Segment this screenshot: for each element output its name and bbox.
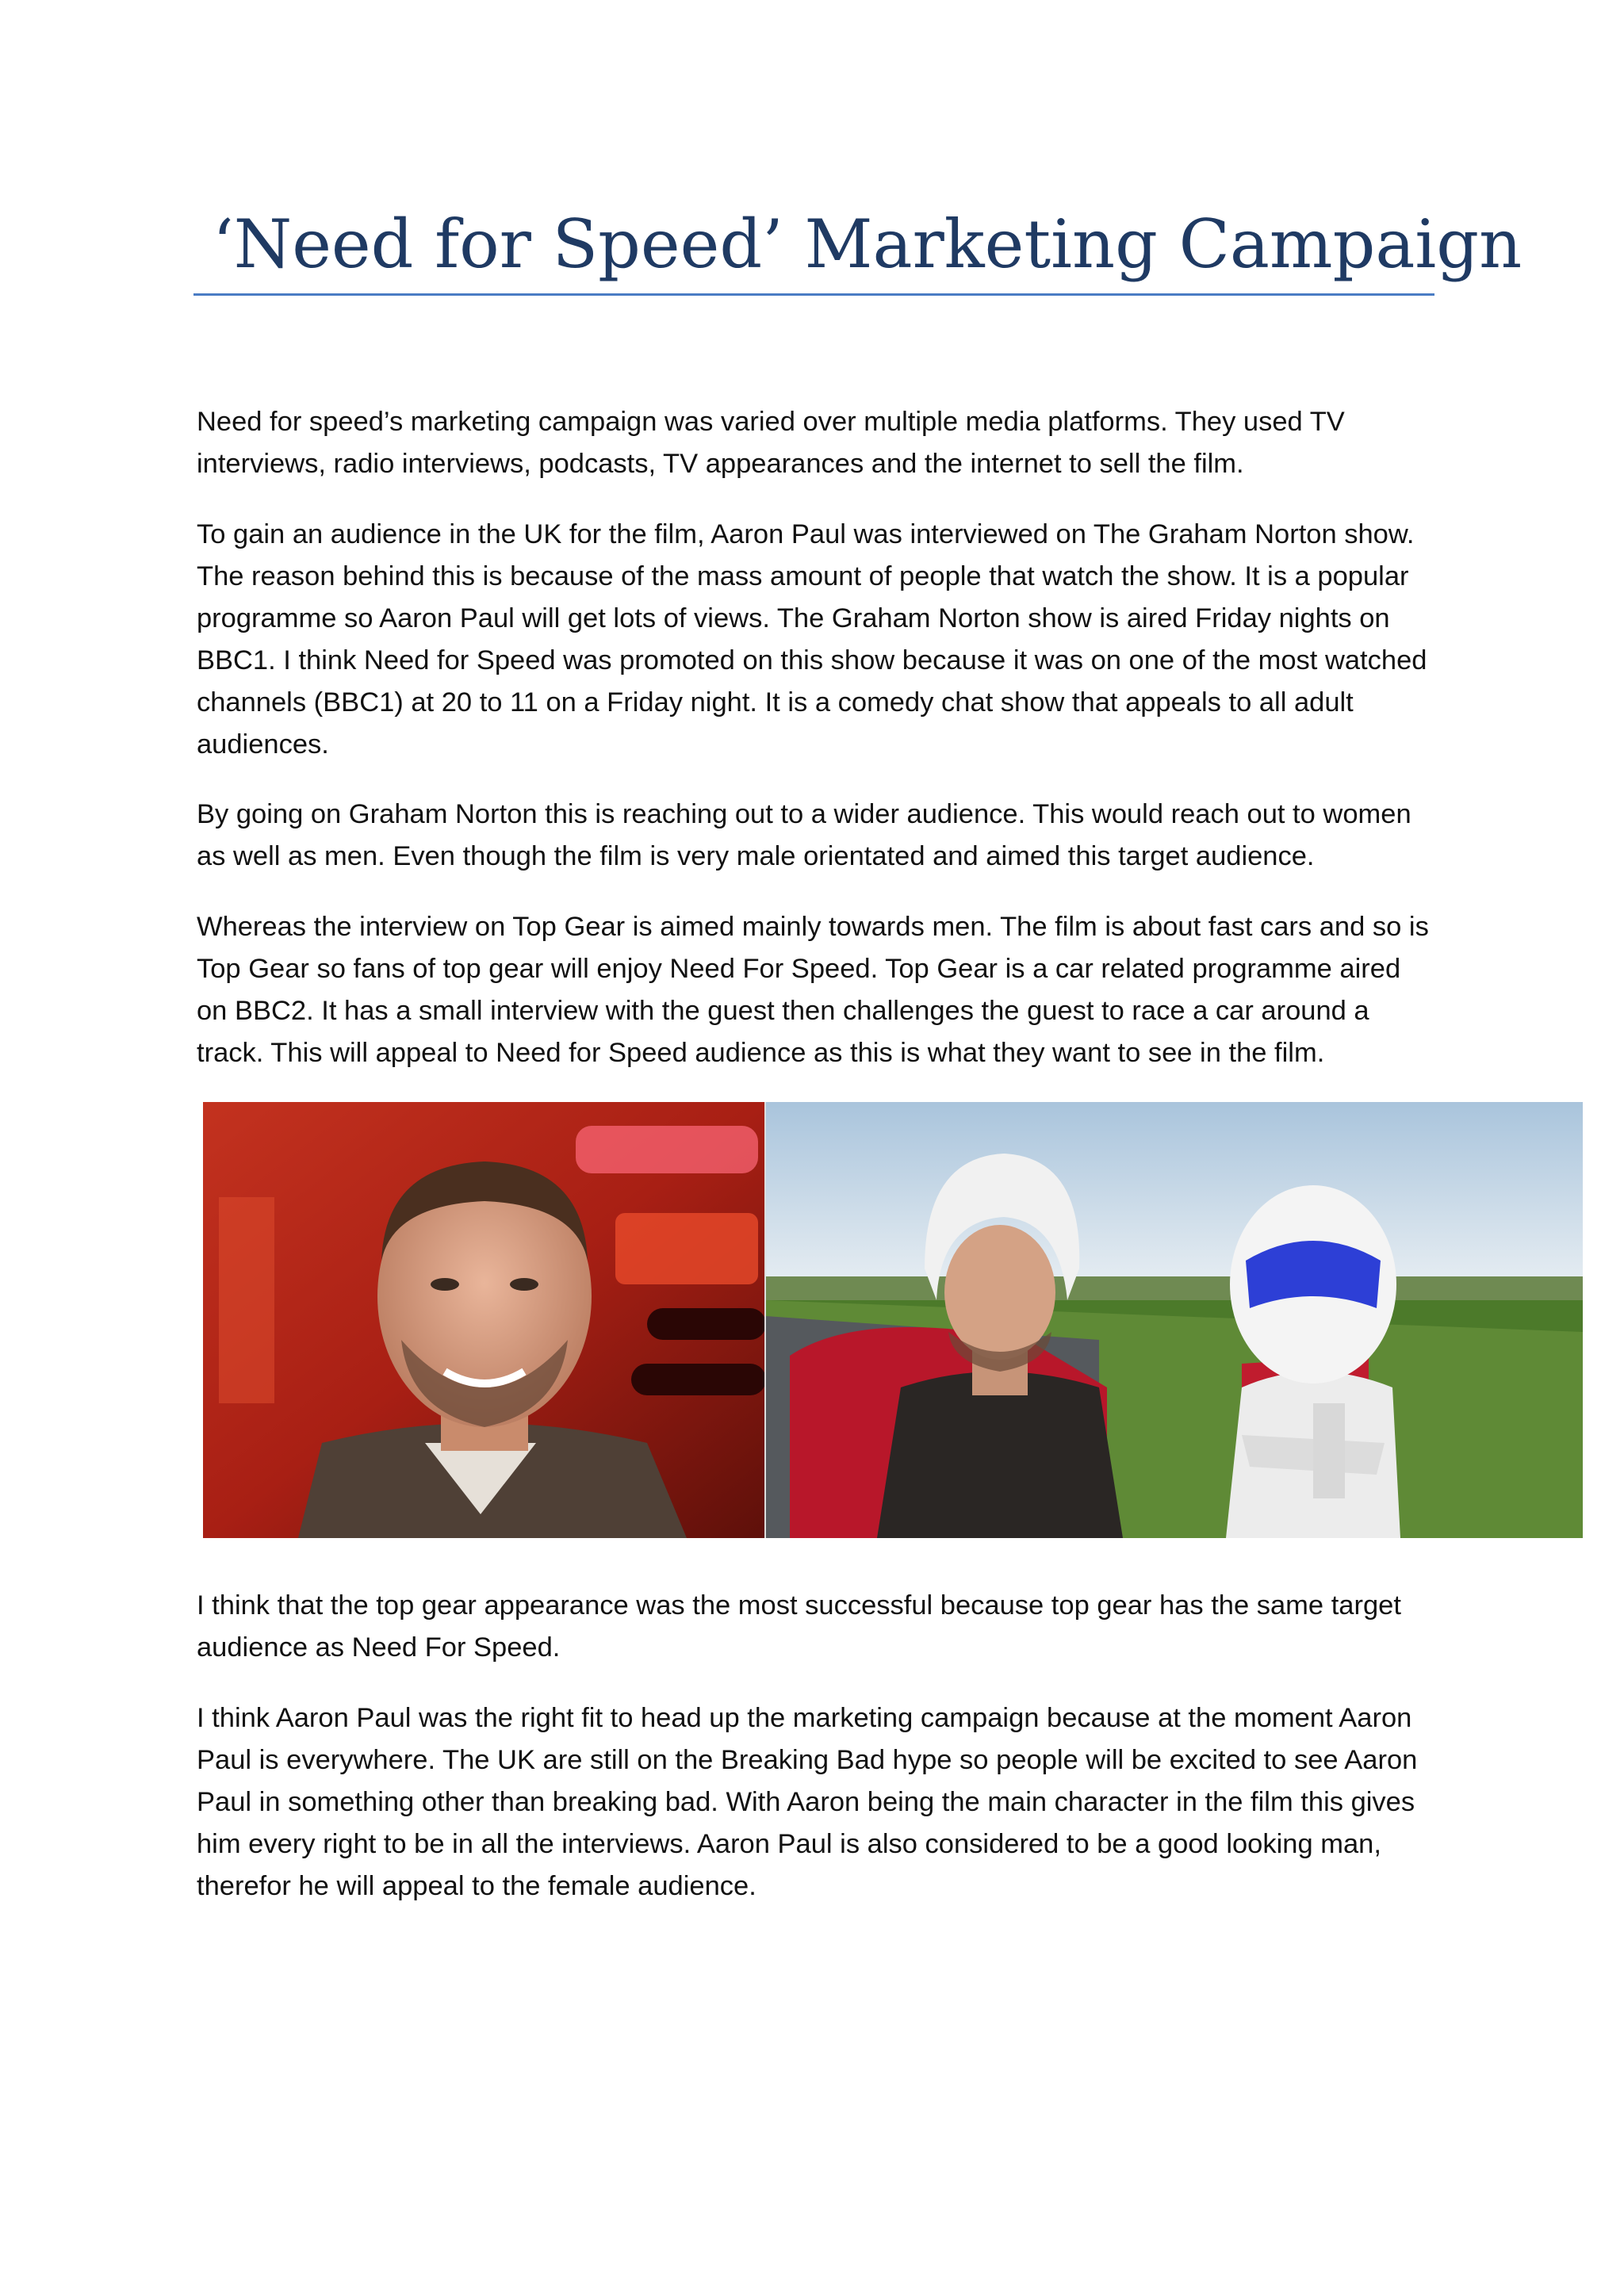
paragraph-aaron-paul-fit: I think Aaron Paul was the right fit to head up the marketing campaign because at the moment Aaron Paul is everywhere. The UK are still on the Breaking Bad hype so people will be excited to see Aaron Paul in something other than breaking bad. With Aaron being the main character in the film this gives him every right to be in all the interviews. Aaron Paul is also considered to be a good looking man, therefor he will appeal to the female audience. (197, 1703, 1418, 1901)
paragraph-top-gear: Whereas the interview on Top Gear is aimed mainly towards men. The film is about fast cars and so is Top Gear so fans of top gear will enjoy Need For Speed. Top Gear is a car related programme aired on BBC2. It has a small interview with the guest then challenges the guest to race a car around a track. This will appeal to Need for Speed audience as this is what they want to see in the film. (197, 912, 1429, 1068)
paragraph-most-successful: I think that the top gear appearance was the most successful because top gear has the same target audience as Need For Speed. (197, 1590, 1401, 1663)
document-title: ‘Need for Speed’ Marketing Campaign (213, 205, 1522, 283)
graham-norton-photo (203, 1102, 766, 1538)
paragraph-wider-audience: By going on Graham Norton this is reaching out to a wider audience. This would reach out to women as well as men. Even though the film is very male orientated and aimed this target audience. (197, 799, 1411, 871)
title-block (193, 190, 1522, 296)
top-gear-photo-drawing (766, 1102, 1583, 1538)
paragraph-graham-norton: To gain an audience in the UK for the film, Aaron Paul was interviewed on The Graham Norton show. The reason behind this is because of the mass amount of people that watch the show. It is a popular programme so Aaron Paul will get lots of views. The Graham Norton show is aired Friday nights on BBC1. I think Need for Speed was promoted on this show because it was on one of the most watched channels (BBC1) at 20 to 11 on a Friday night. It is a comedy chat show that appeals to all adult audiences. (197, 519, 1427, 760)
photo-row (203, 1102, 1583, 1538)
top-gear-photo (766, 1102, 1583, 1538)
graham-norton-photo-drawing (203, 1102, 764, 1538)
paragraph-intro: Need for speed’s marketing campaign was varied over multiple media platforms. They used TV interviews, radio interviews, podcasts, TV appearances and the internet to sell the film. (197, 407, 1345, 479)
